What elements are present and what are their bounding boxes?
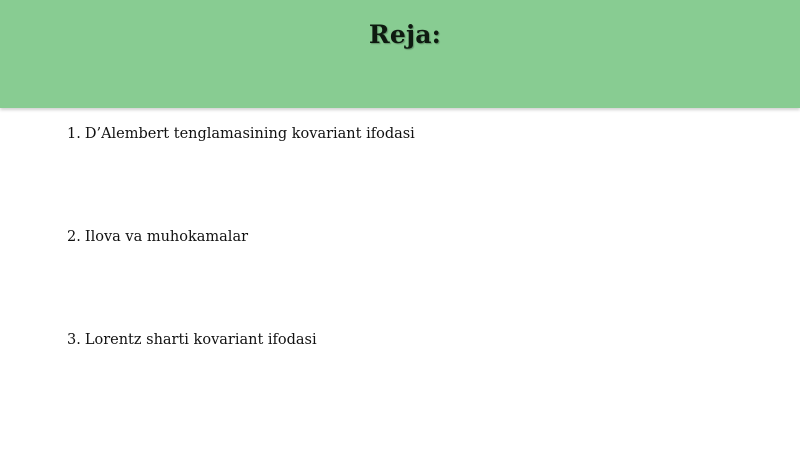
outline-item-number: 1. [67,126,81,142]
outline-list [67,0,767,449]
outline-item-number: 3. [67,332,81,348]
outline-item-text: D’Alembert tenglamasining kovariant ifodasi [84,126,415,142]
outline-item [67,229,248,245]
slide-title: Reja: [368,20,442,49]
outline-item-text: Lorentz sharti kovariant ifodasi [84,332,317,348]
outline-item [67,332,317,348]
outline-item [67,126,415,142]
outline-item-text: Ilova va muhokamalar [84,229,249,245]
outline-item-number: 2. [67,229,81,245]
